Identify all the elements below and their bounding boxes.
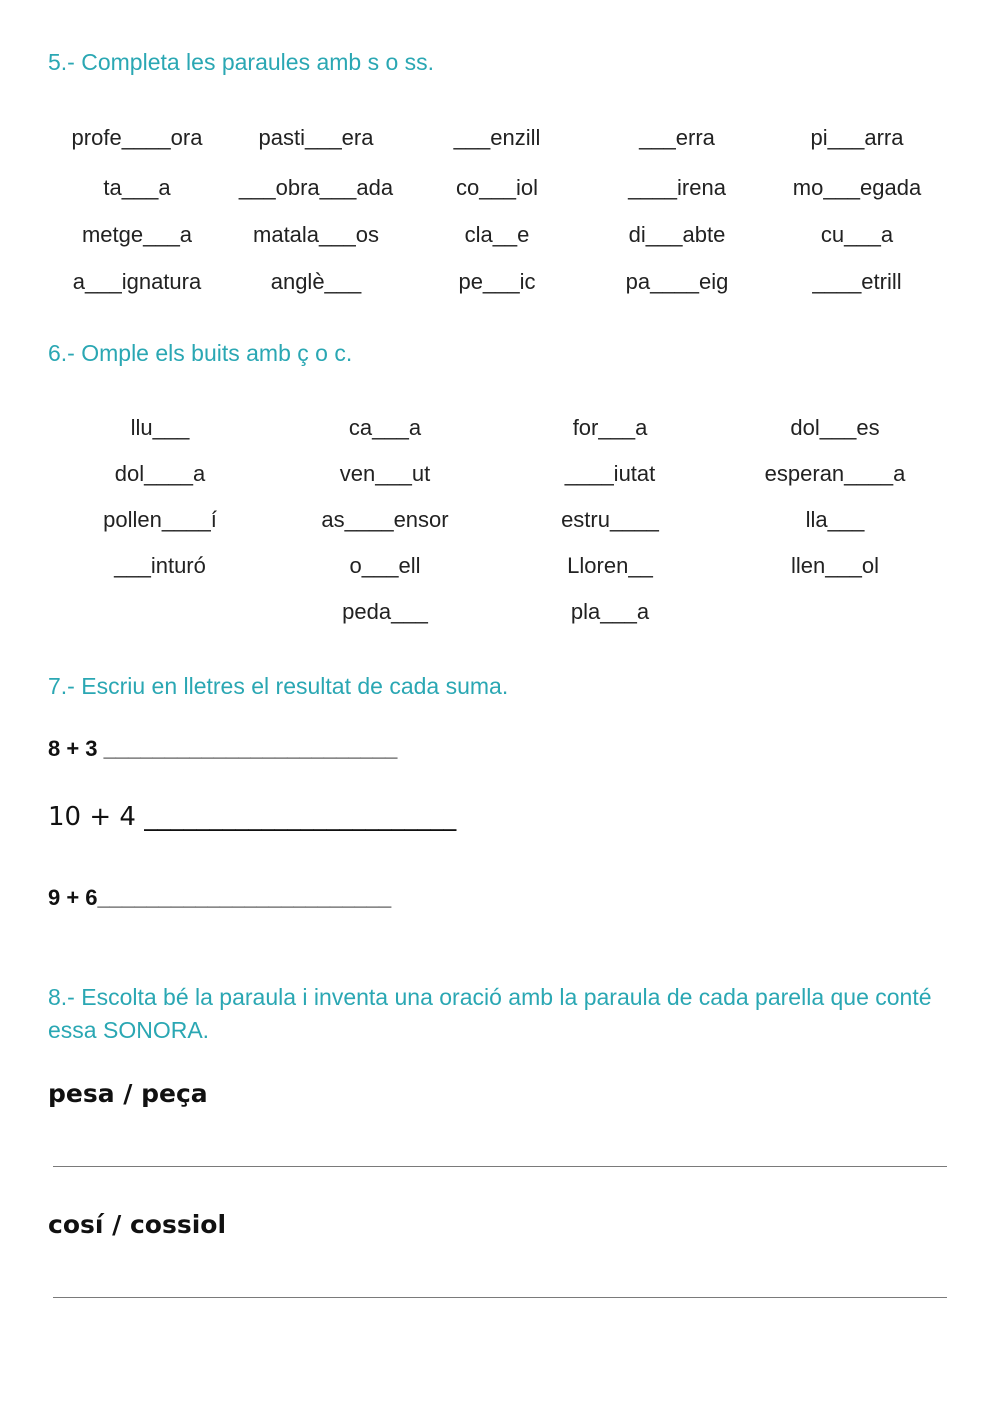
- word-blank[interactable]: matala___os: [253, 222, 379, 247]
- word-blank[interactable]: a___ignatura: [72, 269, 202, 294]
- section-5-word-grid: [0, 125, 1000, 316]
- word-row: [0, 415, 1000, 461]
- word-blank[interactable]: lla___: [805, 507, 865, 532]
- word-row: [0, 125, 1000, 175]
- word-blank[interactable]: pa____eig: [625, 269, 729, 294]
- answer-line[interactable]: [53, 1166, 947, 1167]
- word-blank[interactable]: llu___: [130, 415, 190, 440]
- word-blank[interactable]: cu___a: [820, 222, 894, 247]
- word-blank[interactable]: metge___a: [81, 222, 193, 247]
- word-blank[interactable]: dol___es: [790, 415, 880, 440]
- word-blank[interactable]: dol____a: [114, 461, 206, 486]
- word-blank[interactable]: peda___: [342, 599, 428, 624]
- word-blank[interactable]: as____ensor: [321, 507, 449, 532]
- word-blank[interactable]: profe____ora: [71, 125, 203, 150]
- word-blank[interactable]: ____irena: [628, 175, 726, 200]
- word-blank[interactable]: pi___arra: [810, 125, 904, 150]
- word-blank[interactable]: ____iutat: [564, 461, 656, 486]
- sum-exercise[interactable]: 8 + 3 ________________________: [48, 736, 398, 761]
- word-blank[interactable]: o___ell: [349, 553, 421, 578]
- word-blank[interactable]: ven___ut: [339, 461, 431, 486]
- word-blank[interactable]: esperan____a: [764, 461, 906, 486]
- sum-exercise[interactable]: 9 + 6________________________: [48, 885, 392, 910]
- word-pair: cosí / cossiol: [48, 1210, 227, 1239]
- section-8-title: 8.- Escolta bé la paraula i inventa una oració amb la paraula de cada parella que conté essa SONORA.: [48, 984, 932, 1043]
- word-blank[interactable]: anglè___: [270, 269, 362, 294]
- answer-line[interactable]: [53, 1297, 947, 1298]
- word-blank[interactable]: ___erra: [639, 125, 715, 150]
- word-blank[interactable]: pollen____í: [103, 507, 217, 532]
- word-blank[interactable]: di___abte: [628, 222, 726, 247]
- word-row: [0, 175, 1000, 222]
- word-blank[interactable]: co___iol: [456, 175, 538, 200]
- word-row: [0, 222, 1000, 269]
- word-blank[interactable]: pe___ic: [458, 269, 536, 294]
- word-blank[interactable]: ta___a: [103, 175, 171, 200]
- word-row: [0, 507, 1000, 553]
- word-blank[interactable]: pasti___era: [258, 125, 374, 150]
- word-blank[interactable]: ___enzill: [453, 125, 541, 150]
- section-5-title: 5.- Completa les paraules amb s o ss.: [48, 49, 435, 75]
- section-7-title: 7.- Escriu en lletres el resultat de cada suma.: [48, 673, 509, 699]
- word-pair: pesa / peça: [48, 1079, 208, 1108]
- word-row: [0, 461, 1000, 507]
- section-6-word-grid: [0, 415, 1000, 645]
- word-blank[interactable]: Lloren__: [567, 553, 653, 578]
- word-blank[interactable]: cla__e: [464, 222, 530, 247]
- word-blank[interactable]: ___inturó: [114, 553, 206, 578]
- word-blank[interactable]: ca___a: [348, 415, 422, 440]
- word-blank[interactable]: mo___egada: [792, 175, 922, 200]
- word-blank[interactable]: estru____: [561, 507, 659, 532]
- word-row: [0, 269, 1000, 316]
- word-blank[interactable]: llen___ol: [790, 553, 880, 578]
- word-blank[interactable]: ____etrill: [812, 269, 902, 294]
- word-blank[interactable]: ___obra___ada: [238, 175, 394, 200]
- word-row: [0, 553, 1000, 599]
- word-row: [0, 599, 1000, 645]
- section-6-title: 6.- Omple els buits amb ç o c.: [48, 340, 353, 366]
- sum-exercise[interactable]: 10 + 4 ________________________: [48, 802, 457, 832]
- word-blank[interactable]: for___a: [572, 415, 648, 440]
- word-blank[interactable]: pla___a: [570, 599, 650, 624]
